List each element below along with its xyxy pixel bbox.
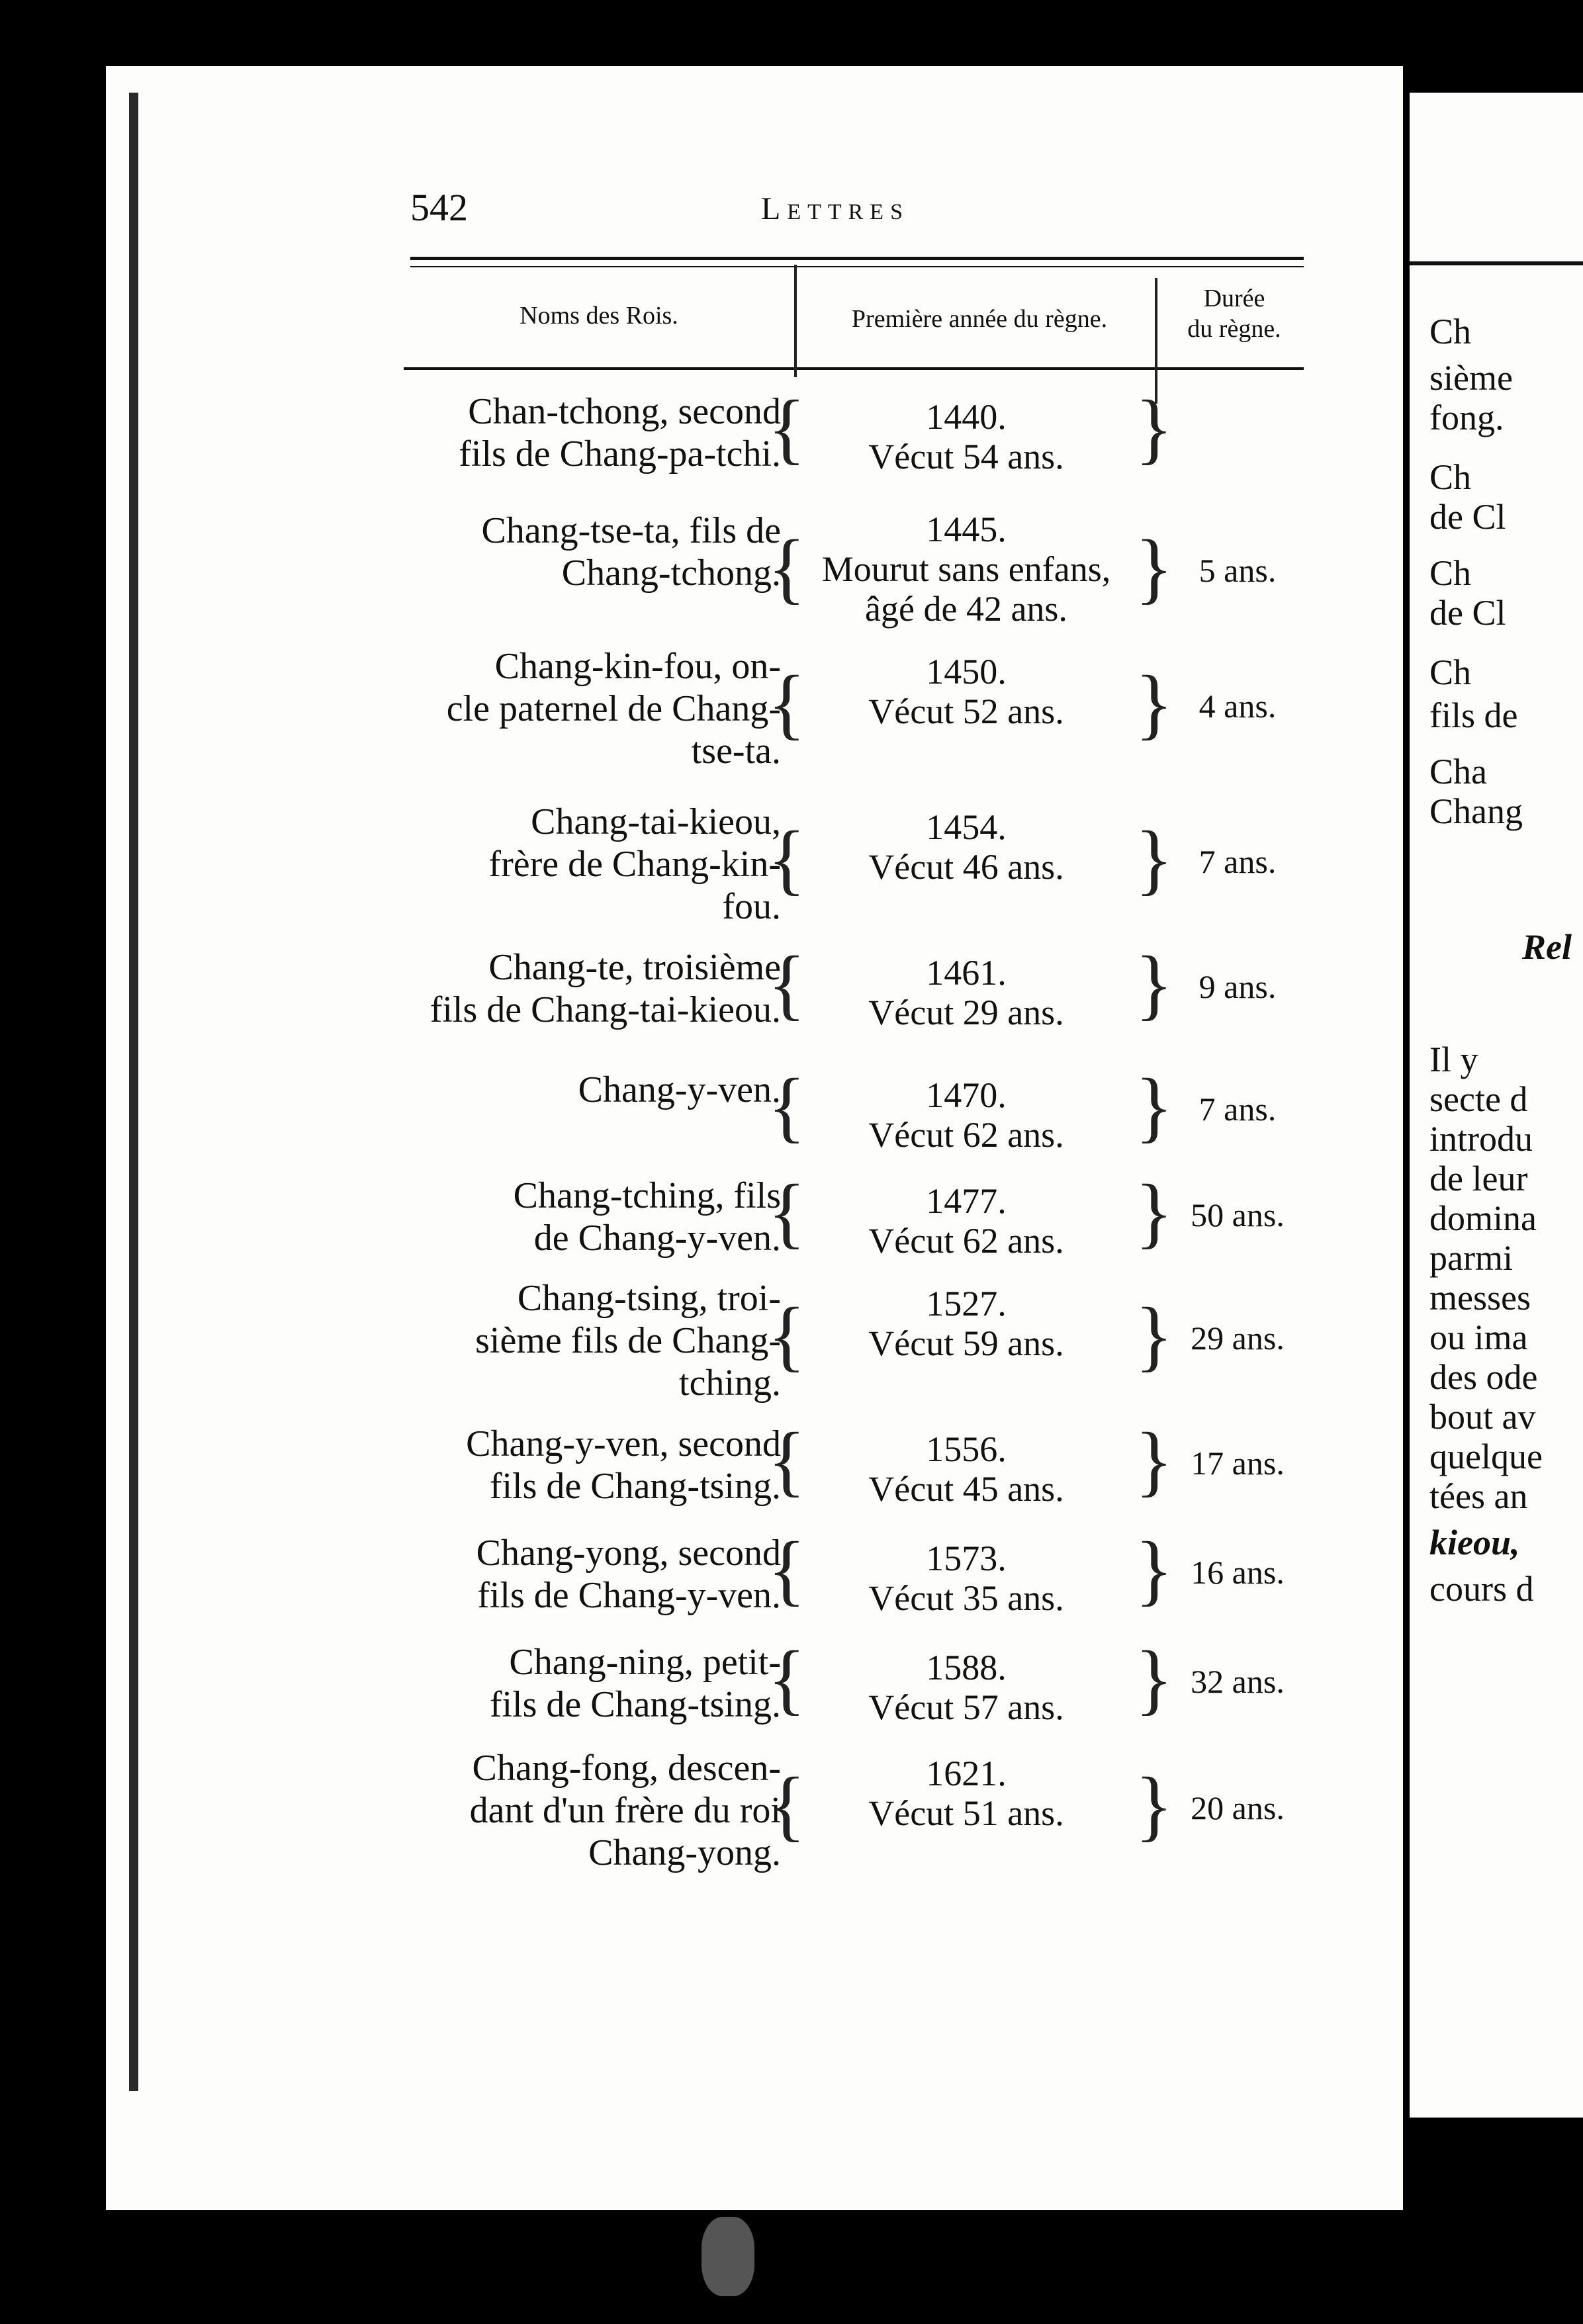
reign-start <box>794 953 1138 1032</box>
column-header-kings: Noms des Rois. <box>520 302 678 330</box>
page-header <box>410 185 1304 238</box>
right-page-line: fils de <box>1429 695 1518 735</box>
reign-start <box>794 807 1138 887</box>
reign-start-year: 1440. <box>926 397 1007 437</box>
right-page-line: de leur <box>1429 1159 1528 1198</box>
reign-note: Vécut 57 ans. <box>868 1687 1064 1727</box>
right-page-line: sième <box>1429 358 1513 398</box>
king-name-line: Chang-y-ven, second <box>466 1423 781 1464</box>
header-rule-bottom <box>410 266 1304 267</box>
right-page-line: kieou, <box>1429 1523 1520 1562</box>
king-name-line: Chang-kin-fou, on- <box>494 646 781 687</box>
reign-start <box>794 652 1138 731</box>
right-page-line: cours d <box>1429 1569 1534 1609</box>
right-page-line: Ch <box>1429 457 1472 497</box>
right-page-line: introdu <box>1429 1119 1533 1159</box>
king-name-line: Chang-fong, descen- <box>472 1748 781 1789</box>
king-name <box>371 1277 781 1404</box>
reign-start-year: 1588. <box>926 1648 1007 1687</box>
king-name-line: tching. <box>679 1363 781 1404</box>
king-name <box>371 390 781 475</box>
right-brace: } <box>1135 1525 1173 1613</box>
right-brace: } <box>1135 523 1173 611</box>
right-brace: } <box>1135 1634 1173 1722</box>
table-row <box>371 645 1310 772</box>
right-page-line: parmi <box>1429 1238 1513 1278</box>
king-name-line: Chang-tai-kieou, <box>531 801 781 842</box>
right-page-rule <box>1410 261 1583 265</box>
column-header-duration-line1: Durée <box>1203 285 1265 312</box>
table-row <box>371 1525 1310 1618</box>
column-header-duration-line2: du règne. <box>1187 315 1281 343</box>
left-brace: { <box>768 1062 806 1150</box>
reign-note: Vécut 52 ans. <box>868 692 1064 731</box>
king-name <box>371 1641 781 1726</box>
right-page-line: secte d <box>1429 1079 1528 1119</box>
king-name-line: Chang-tching, fils <box>513 1175 781 1216</box>
reign-note: Vécut 62 ans. <box>868 1115 1064 1155</box>
right-brace: } <box>1135 1416 1173 1504</box>
king-name <box>371 801 781 928</box>
table-row <box>371 1062 1310 1155</box>
left-brace: { <box>768 523 806 611</box>
reign-start <box>794 1284 1138 1363</box>
reign-start <box>794 1754 1138 1833</box>
king-name-line: Chan-tchong, second <box>468 391 781 432</box>
reign-duration: 20 ans. <box>1191 1789 1285 1826</box>
column-header-duration <box>1161 283 1307 344</box>
left-brace: { <box>768 384 806 472</box>
binding-ornament <box>701 2217 754 2296</box>
king-name-line: fils de Chang-tsing. <box>489 1466 781 1507</box>
table-row <box>371 1747 1310 1873</box>
king-name-line: cle paternel de Chang- <box>446 688 781 729</box>
left-brace: { <box>768 815 806 903</box>
king-name-line: Chang-te, troisième <box>488 947 781 988</box>
reign-note: Vécut 62 ans. <box>868 1221 1064 1261</box>
king-name-line: fils de Chang-tsing. <box>489 1684 781 1725</box>
reign-start-year: 1450. <box>926 652 1007 692</box>
page-edge-shadow <box>129 93 138 2091</box>
table-row <box>371 801 1310 927</box>
reign-note: Mourut sans enfans, <box>821 549 1111 589</box>
reign-note: Vécut 54 ans. <box>868 437 1064 476</box>
reign-duration: 32 ans. <box>1191 1663 1285 1700</box>
reign-duration: 16 ans. <box>1191 1554 1285 1591</box>
left-brace: { <box>768 1634 806 1722</box>
right-page <box>1410 93 1583 2118</box>
right-page-line: fong. <box>1429 398 1504 437</box>
reign-note: Vécut 35 ans. <box>868 1578 1064 1618</box>
reign-start <box>794 397 1138 476</box>
reign-start-year: 1556. <box>926 1429 1007 1469</box>
reign-note: Vécut 51 ans. <box>868 1793 1064 1833</box>
king-name-line: Chang-ning, petit- <box>509 1642 781 1683</box>
right-page-line: de Cl <box>1429 593 1506 633</box>
reign-start <box>794 1648 1138 1727</box>
right-brace: } <box>1135 1291 1173 1379</box>
king-name <box>371 510 781 594</box>
table-row <box>371 940 1310 1032</box>
reign-duration: 17 ans. <box>1191 1445 1285 1482</box>
reign-start <box>794 1075 1138 1155</box>
reign-duration: 5 ans. <box>1199 552 1277 589</box>
reign-duration: 29 ans. <box>1191 1319 1285 1357</box>
right-page-line: quelque <box>1429 1437 1543 1476</box>
right-page-line: Ch <box>1429 553 1472 593</box>
right-page-line: Ch <box>1429 312 1472 351</box>
reign-duration: 50 ans. <box>1191 1196 1285 1233</box>
reign-start-year: 1445. <box>926 510 1007 549</box>
right-brace: } <box>1135 1168 1173 1256</box>
king-name <box>371 1423 781 1507</box>
column-header-rule <box>404 367 1304 370</box>
king-name <box>371 645 781 772</box>
left-brace: { <box>768 1291 806 1379</box>
column-divider-1 <box>794 265 797 377</box>
left-brace: { <box>768 1168 806 1256</box>
reign-note: âgé de 42 ans. <box>865 589 1067 629</box>
table-row <box>371 1277 1310 1404</box>
king-name-line: fou. <box>722 886 781 927</box>
king-name <box>371 1175 781 1259</box>
right-page-line: de Cl <box>1429 497 1506 537</box>
running-head: Lettres <box>761 191 909 226</box>
king-name-line: Chang-yong, second <box>476 1533 781 1574</box>
king-name-line: Chang-tsing, troi- <box>517 1278 781 1319</box>
table-row <box>371 510 1310 633</box>
king-name-line: Chang-tchong. <box>561 553 781 594</box>
header-rule-top <box>410 257 1304 260</box>
left-brace: { <box>768 940 806 1028</box>
right-brace: } <box>1135 815 1173 903</box>
right-page-line: Chang <box>1429 791 1523 831</box>
reign-note: Vécut 29 ans. <box>868 993 1064 1032</box>
reign-note: Vécut 59 ans. <box>868 1323 1064 1363</box>
page-number: 542 <box>410 186 468 229</box>
right-brace: } <box>1135 384 1173 472</box>
reign-note: Vécut 46 ans. <box>868 847 1064 887</box>
reign-start-year: 1573. <box>926 1539 1007 1578</box>
right-page-line: Cha <box>1429 752 1487 791</box>
king-name-line: tse-ta. <box>691 731 781 772</box>
right-brace: } <box>1135 940 1173 1028</box>
reign-start <box>794 510 1138 629</box>
reign-start <box>794 1429 1138 1509</box>
right-page-line: des ode <box>1429 1357 1538 1397</box>
king-name <box>371 1747 781 1874</box>
reign-start-year: 1621. <box>926 1754 1007 1793</box>
table-row <box>371 1634 1310 1727</box>
reign-note: Vécut 45 ans. <box>868 1469 1064 1509</box>
reign-duration: 7 ans. <box>1199 1091 1277 1128</box>
king-name-line: Chang-y-ven. <box>578 1069 781 1110</box>
left-brace: { <box>768 1416 806 1504</box>
king-name-line: fils de Chang-y-ven. <box>477 1575 781 1616</box>
right-page-line: bout av <box>1429 1397 1536 1437</box>
right-page-line: domina <box>1429 1198 1537 1238</box>
reign-duration: 7 ans. <box>1199 843 1277 880</box>
table-row <box>371 384 1310 476</box>
reign-duration: 9 ans. <box>1199 968 1277 1005</box>
reign-start <box>794 1539 1138 1618</box>
king-name-line: Chang-tse-ta, fils de <box>481 510 781 551</box>
king-name-line: fils de Chang-pa-tchi. <box>459 433 781 474</box>
right-brace: } <box>1135 1062 1173 1150</box>
column-header-first-year: Première année du règne. <box>851 305 1108 333</box>
right-page-line: ou ima <box>1429 1318 1528 1357</box>
table-row <box>371 1416 1310 1509</box>
right-brace: } <box>1135 659 1173 747</box>
right-page-line: tées an <box>1429 1476 1528 1516</box>
king-name-line: fils de Chang-tai-kieou. <box>430 989 781 1030</box>
right-brace: } <box>1135 1761 1173 1849</box>
reign-start-year: 1527. <box>926 1284 1007 1323</box>
reign-start-year: 1470. <box>926 1075 1007 1115</box>
king-name <box>371 946 781 1031</box>
right-page-line: messes <box>1429 1278 1531 1318</box>
king-name-line: dant d'un frère du roi <box>469 1790 781 1831</box>
left-brace: { <box>768 659 806 747</box>
right-page-line: Ch <box>1429 652 1472 692</box>
king-name <box>371 1532 781 1617</box>
right-page-line: Rel <box>1522 927 1572 967</box>
left-brace: { <box>768 1761 806 1849</box>
king-name <box>371 1069 781 1111</box>
reign-start-year: 1477. <box>926 1181 1007 1221</box>
left-brace: { <box>768 1525 806 1613</box>
right-page-line: Il y <box>1429 1040 1478 1079</box>
king-name-line: frère de Chang-kin- <box>488 844 781 885</box>
king-name-line: de Chang-y-ven. <box>533 1218 781 1259</box>
king-name-line: Chang-yong. <box>588 1832 781 1873</box>
reign-duration: 4 ans. <box>1199 688 1277 725</box>
reign-start <box>794 1181 1138 1261</box>
reign-start-year: 1461. <box>926 953 1007 993</box>
table-row <box>371 1168 1310 1261</box>
reign-start-year: 1454. <box>926 807 1007 847</box>
king-name-line: sième fils de Chang- <box>475 1320 781 1361</box>
